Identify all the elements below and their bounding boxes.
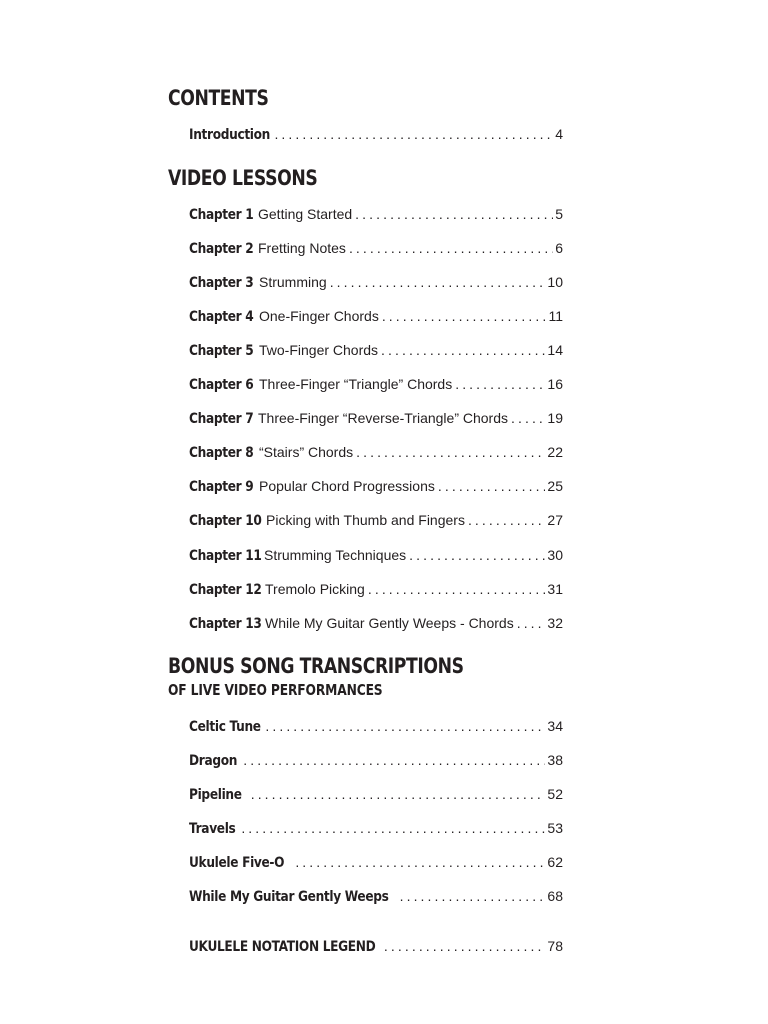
page-number: 27 (547, 512, 563, 528)
chapter-label: Chapter 2 (189, 241, 254, 257)
chapter-title: Strumming (259, 274, 327, 290)
toc-entry-chapter-7[interactable] (189, 410, 563, 430)
toc-entry-chapter-2[interactable] (189, 240, 563, 260)
page-number: 62 (547, 854, 563, 870)
chapter-label: Chapter 6 (189, 377, 254, 393)
toc-entry-notation-legend[interactable] (189, 938, 563, 958)
dot-leader (452, 376, 545, 392)
page-number: 78 (547, 938, 563, 954)
bonus-subheading: OF LIVE VIDEO PERFORMANCES (168, 681, 383, 699)
page-number: 38 (547, 752, 563, 768)
toc-entry-while-my-guitar-gently-weeps[interactable] (189, 888, 563, 908)
chapter-title: Fretting Notes (258, 240, 346, 256)
chapter-label: Chapter 11 (189, 548, 262, 564)
toc-entry-chapter-12[interactable] (189, 581, 563, 601)
dot-leader (248, 786, 546, 802)
contents-heading: CONTENTS (168, 86, 269, 110)
song-label: While My Guitar Gently Weeps (189, 889, 389, 905)
chapter-title: Three-Finger “Triangle” Chords (259, 376, 453, 392)
page-number: 32 (547, 615, 563, 631)
dot-leader (406, 547, 545, 563)
page-number: 34 (547, 718, 563, 734)
page-number: 52 (547, 786, 563, 802)
dot-leader (378, 342, 545, 358)
chapter-label: Chapter 10 (189, 513, 262, 529)
legend-label: UKULELE NOTATION LEGEND (189, 939, 376, 955)
toc-entry-chapter-11[interactable] (189, 547, 563, 567)
chapter-label: Chapter 13 (189, 616, 262, 632)
chapter-label: Chapter 8 (189, 445, 254, 461)
chapter-label: Chapter 12 (189, 582, 262, 598)
dot-leader (365, 581, 546, 597)
page-number: 53 (547, 820, 563, 836)
dot-leader (292, 854, 545, 870)
toc-entry-chapter-3[interactable] (189, 274, 563, 294)
toc-entry-chapter-9[interactable] (189, 478, 563, 498)
toc-entry-pipeline[interactable] (189, 786, 563, 806)
dot-leader (346, 240, 553, 256)
dot-leader (435, 478, 546, 494)
toc-entry-dragon[interactable] (189, 752, 563, 772)
dot-leader (352, 206, 553, 222)
chapter-title: Two-Finger Chords (259, 342, 379, 358)
dot-leader (353, 444, 545, 460)
chapter-title: “Stairs” Chords (259, 444, 354, 460)
chapter-label: Chapter 4 (189, 309, 254, 325)
page-number: 5 (555, 206, 563, 222)
toc-entry-chapter-10[interactable] (189, 512, 563, 532)
dot-leader (238, 820, 545, 836)
page-number: 22 (547, 444, 563, 460)
chapter-title: Getting Started (258, 206, 353, 222)
toc-entry-chapter-1[interactable] (189, 206, 563, 226)
chapter-label: Chapter 9 (189, 479, 254, 495)
page-number: 31 (547, 581, 563, 597)
dot-leader (379, 308, 547, 324)
page-number: 4 (555, 126, 563, 142)
chapter-label: Chapter 3 (189, 275, 254, 291)
chapter-title: Tremolo Picking (265, 581, 365, 597)
chapter-title: Strumming Techniques (264, 547, 407, 563)
toc-entry-chapter-13[interactable] (189, 615, 563, 635)
dot-leader (508, 410, 545, 426)
toc-entry-celtic-tune[interactable] (189, 718, 563, 738)
dot-leader (271, 126, 553, 142)
song-label: Dragon (189, 753, 238, 769)
chapter-title: Picking with Thumb and Fingers (266, 512, 465, 528)
toc-entry-chapter-6[interactable] (189, 376, 563, 396)
dot-leader (397, 888, 546, 904)
toc-entry-travels[interactable] (189, 820, 563, 840)
song-label: Celtic Tune (189, 719, 261, 735)
toc-entry-chapter-5[interactable] (189, 342, 563, 362)
dot-leader (465, 512, 545, 528)
chapter-label: Chapter 5 (189, 343, 254, 359)
bonus-song-transcriptions-heading: BONUS SONG TRANSCRIPTIONS (168, 654, 464, 678)
chapter-label: Chapter 1 (189, 207, 254, 223)
chapter-title: Three-Finger “Reverse-Triangle” Chords (258, 410, 509, 426)
page-number: 6 (555, 240, 563, 256)
dot-leader (514, 615, 546, 631)
toc-entry-chapter-8[interactable] (189, 444, 563, 464)
song-label: Travels (189, 821, 236, 837)
chapter-title: One-Finger Chords (259, 308, 379, 324)
page-number: 11 (548, 308, 563, 324)
page-number: 25 (547, 478, 563, 494)
dot-leader (262, 718, 545, 734)
page-number: 10 (547, 274, 563, 290)
video-lessons-heading: VIDEO LESSONS (168, 166, 318, 190)
song-label: Ukulele Five-O (189, 855, 285, 871)
entry-label: Introduction (189, 127, 271, 143)
toc-entry-chapter-4[interactable] (189, 308, 563, 328)
dot-leader (240, 752, 545, 768)
page-number: 14 (547, 342, 563, 358)
chapter-label: Chapter 7 (189, 411, 254, 427)
page-number: 68 (547, 888, 563, 904)
toc-entry-ukulele-five-o[interactable] (189, 854, 563, 874)
page-number: 30 (547, 547, 563, 563)
dot-leader (381, 938, 546, 954)
page-number: 16 (547, 376, 563, 392)
song-label: Pipeline (189, 787, 242, 803)
chapter-title: Popular Chord Progressions (259, 478, 435, 494)
toc-entry-introduction[interactable] (189, 126, 563, 146)
page-number: 19 (547, 410, 563, 426)
dot-leader (327, 274, 546, 290)
chapter-title: While My Guitar Gently Weeps - Chords (265, 615, 514, 631)
